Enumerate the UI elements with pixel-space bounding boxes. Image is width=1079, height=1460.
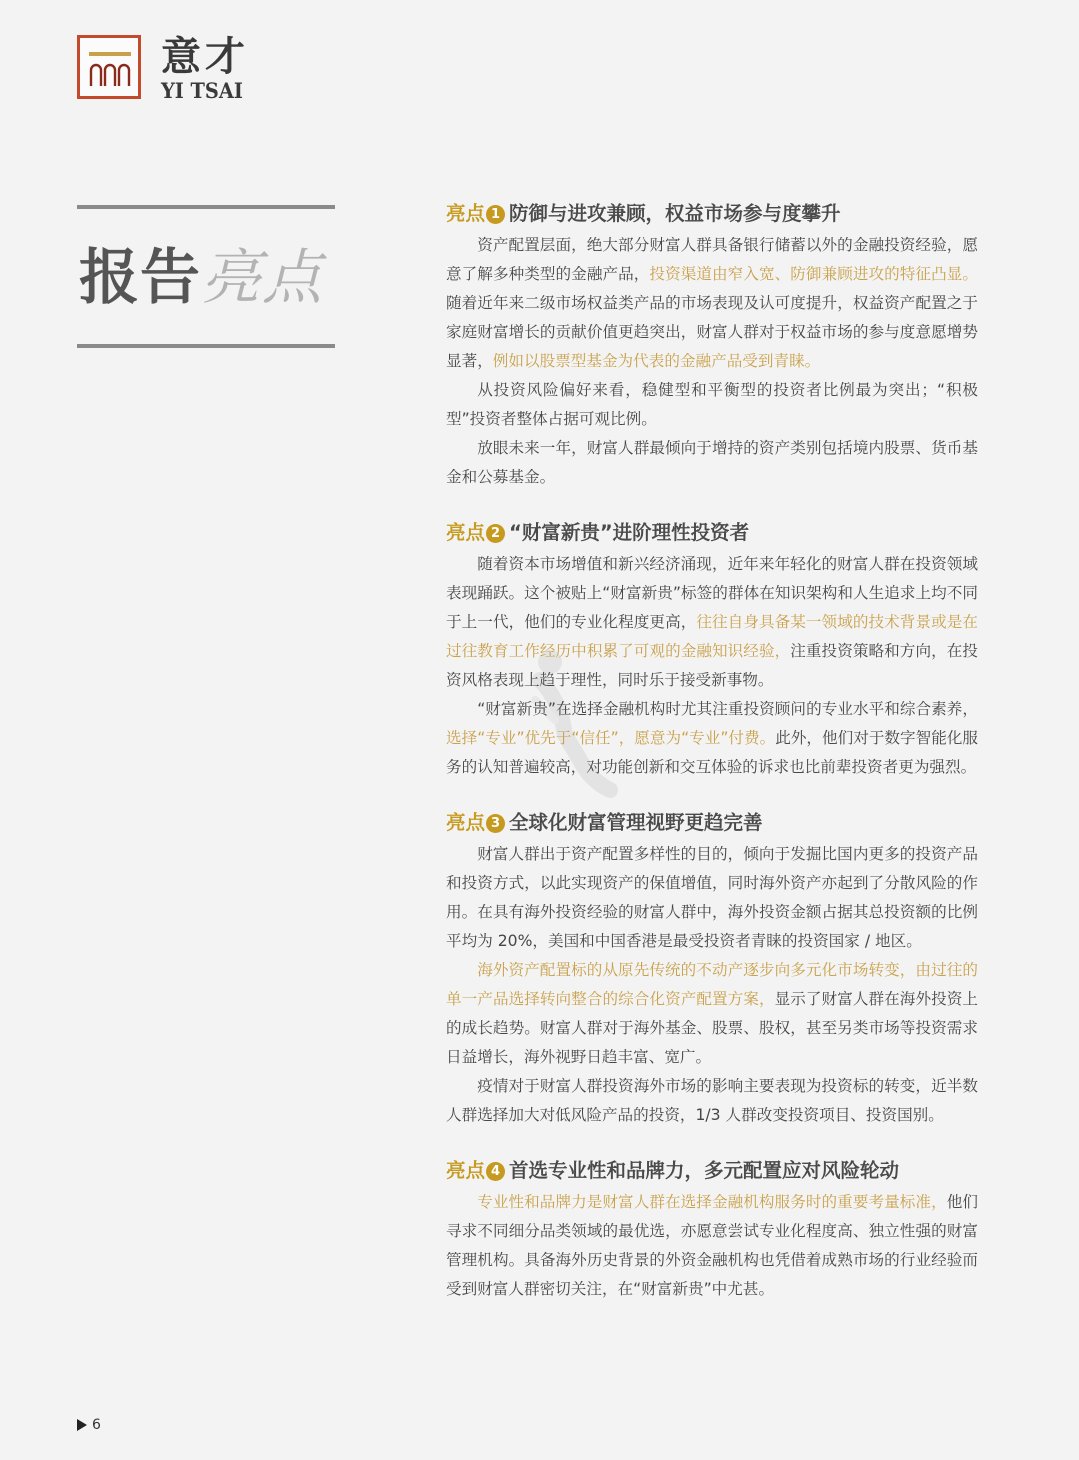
highlight-text-run: 往往自身具备某一领域的技术背景或是在过往教育工作经历中积累了可观的金融知识经验， <box>446 613 978 660</box>
paragraph <box>446 1072 978 1130</box>
section-prefix: 亮点 <box>446 202 486 225</box>
page-title-part1: 报告 <box>79 243 201 313</box>
text-run: 财富人群出于资产配置多样性的目的，倾向于发掘比国内更多的投资产品和投资方式，以此实现资产的保值增值，同时海外资产亦起到了分散风险的作用。在具有海外投资经验的财富人群中，海外投资金额占据其总投资额的比例平均为 20%，美国和中国香港是最受投资者青睐的投资国家 / 地区。 <box>446 845 978 950</box>
page-number <box>77 1417 101 1433</box>
number-badge-icon: 3 <box>486 814 505 833</box>
page-number-text: 6 <box>92 1417 101 1433</box>
number-badge-icon: 1 <box>486 205 505 224</box>
text-run: 随着近年来二级市场权益类产品的市场表现及认可度提升，权益资产配置之于家庭财富增长的贡献价值更趋突出，财富人群对于权益市场的参与度意愿增势显著， <box>446 294 978 370</box>
section-prefix: 亮点 <box>446 1159 486 1182</box>
highlight-text-run: 海外资产配置标的从原先传统的不动产逐步向多元化市场转变，由过往的单一产品选择转向整合的综合化资产配置方案， <box>446 961 978 1008</box>
number-badge-icon: 4 <box>486 1162 505 1181</box>
section-prefix: 亮点 <box>446 521 486 544</box>
highlight-section-1 <box>446 197 978 492</box>
text-run: 注重投资策略和方向，在投资风格表现上趋于理性，同时乐于接受新事物。 <box>446 642 978 689</box>
title-rule-top <box>77 205 335 209</box>
section-heading <box>446 806 978 840</box>
text-run: 随着资本市场增值和新兴经济涌现，近年来年轻化的财富人群在投资领域表现踊跃。这个被贴上“财富新贵”标签的群体在知识架构和人生追求上均不同于上一代，他们的专业化程度更高， <box>446 555 978 631</box>
text-run: 他们寻求不同细分品类领域的最优选，亦愿意尝试专业化程度高、独立性强的财富管理机构。具备海外历史背景的外资金融机构也凭借着成熟市场的行业经验而受到财富人群密切关注，在“财富新贵”中尤甚。 <box>446 1193 978 1298</box>
number-badge-icon: 2 <box>486 524 505 543</box>
text-run: 从投资风险偏好来看，稳健型和平衡型的投资者比例最为突出；“积极型”投资者整体占据可观比例。 <box>446 381 978 428</box>
section-heading <box>446 516 978 550</box>
highlight-section-3 <box>446 806 978 1130</box>
page-title <box>79 238 323 318</box>
highlights-content <box>446 197 978 1304</box>
highlight-text-run: 投资渠道由窄入宽、防御兼顾进攻的特征凸显。 <box>649 265 978 283</box>
section-heading <box>446 1154 978 1188</box>
arch-icon <box>86 46 134 94</box>
text-run: 资产配置层面，绝大部分财富人群具备银行储蓄以外的金融投资经验，愿意了解多种类型的金融产品， <box>446 236 978 283</box>
paragraph <box>446 956 978 1072</box>
page-title-part2: 亮点 <box>201 243 323 313</box>
section-prefix: 亮点 <box>446 811 486 834</box>
text-run: 此外，他们对于数字智能化服务的认知普遍较高，对功能创新和交互体验的诉求也比前辈投资者更为强烈。 <box>446 729 978 776</box>
logo-english-text: YI TSAI <box>161 78 243 103</box>
section-heading <box>446 197 978 231</box>
section-title: 全球化财富管理视野更趋完善 <box>509 811 763 834</box>
highlight-text-run: 例如以股票型基金为代表的金融产品受到青睐。 <box>492 352 821 370</box>
highlight-section-4 <box>446 1154 978 1304</box>
highlight-section-2 <box>446 516 978 782</box>
logo-chinese-text: 意才 <box>161 34 249 80</box>
text-run: 放眼未来一年，财富人群最倾向于增持的资产类别包括境内股票、货币基金和公募基金。 <box>446 439 978 486</box>
paragraph <box>446 1188 978 1304</box>
text-run: 显示了财富人群在海外投资上的成长趋势。财富人群对于海外基金、股票、股权，甚至另类市场等投资需求日益增长，海外视野日趋丰富、宽广。 <box>446 990 978 1066</box>
section-title: 防御与进攻兼顾，权益市场参与度攀升 <box>509 202 841 225</box>
paragraph <box>446 231 978 376</box>
text-run: “财富新贵”在选择金融机构时尤其注重投资顾问的专业水平和综合素养， <box>477 700 978 718</box>
paragraph <box>446 550 978 695</box>
paragraph <box>446 376 978 434</box>
paragraph <box>446 434 978 492</box>
section-title: 首选专业性和品牌力，多元配置应对风险轮动 <box>509 1159 900 1182</box>
highlight-text-run: 选择“专业”优先于“信任”，愿意为“专业”付费。 <box>446 729 776 747</box>
paragraph <box>446 695 978 782</box>
text-run: 疫情对于财富人群投资海外市场的影响主要表现为投资标的转变，近半数人群选择加大对低风险产品的投资，1/3 人群改变投资项目、投资国别。 <box>446 1077 978 1124</box>
logo-mark <box>77 35 141 99</box>
section-title: “财富新贵”进阶理性投资者 <box>509 521 750 544</box>
title-rule-bottom <box>77 344 335 348</box>
highlight-text-run: 专业性和品牌力是财富人群在选择金融机构服务时的重要考量标准， <box>477 1193 947 1211</box>
triangle-marker-icon <box>77 1419 87 1431</box>
paragraph <box>446 840 978 956</box>
